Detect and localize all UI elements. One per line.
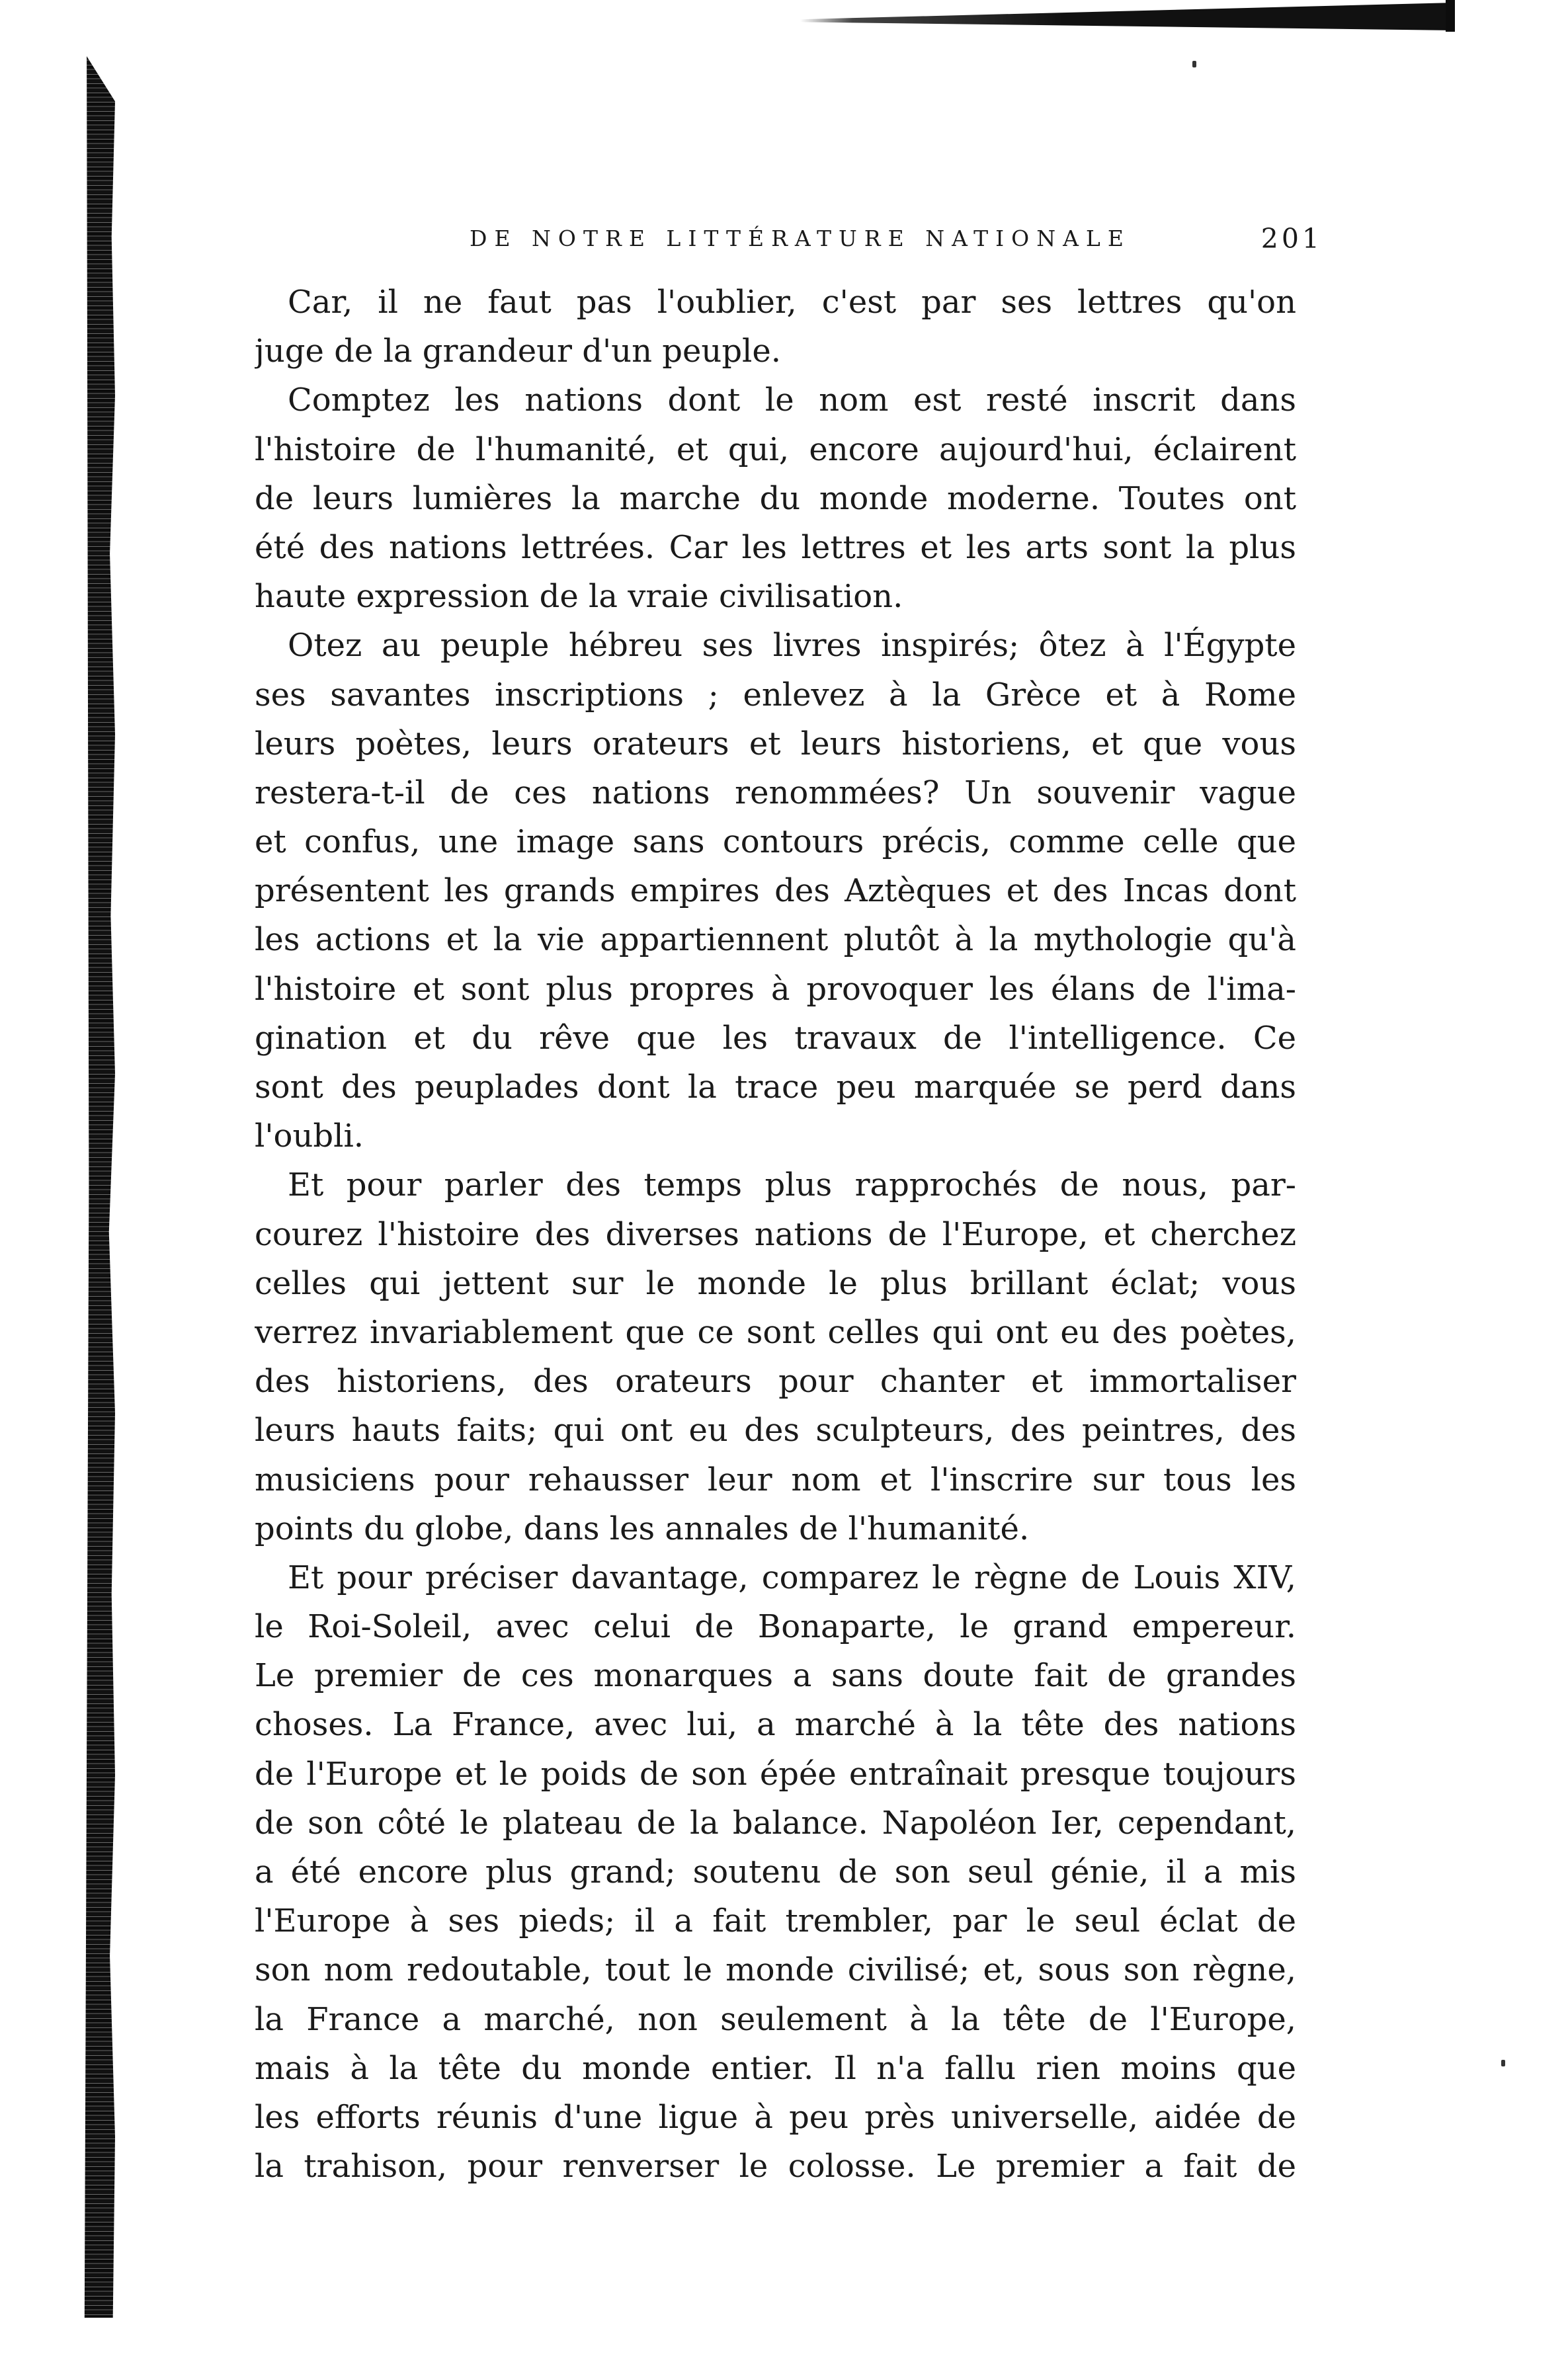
- text-line: musiciens pour rehausser leur nom et l'inscrire sur tous les: [255, 1461, 1296, 1498]
- text-line: a été encore plus grand; soutenu de son seul génie, il a mis: [255, 1854, 1296, 1891]
- text-line: leurs hauts faits; qui ont eu des sculpteurs, des peintres, des: [255, 1412, 1296, 1449]
- text-line: haute expression de la vraie civilisation.: [255, 578, 903, 616]
- text-line: de son côté le plateau de la balance. Napoléon Ier, cependant,: [255, 1804, 1296, 1842]
- text-line: courez l'histoire des diverses nations de l'Europe, et cherchez: [255, 1215, 1296, 1253]
- text-line: de l'Europe et le poids de son épée entraînait presque toujours: [255, 1755, 1296, 1793]
- text-line: gination et du rêve que les travaux de l'intelligence. Ce: [255, 1019, 1296, 1057]
- text-line: Et pour préciser davantage, comparez le règne de Louis XIV,: [288, 1559, 1296, 1596]
- text-line: l'histoire de l'humanité, et qui, encore aujourd'hui, éclairent: [255, 430, 1296, 468]
- text-line: la France a marché, non seulement à la tête de l'Europe,: [255, 2000, 1296, 2038]
- text-line: Comptez les nations dont le nom est resté inscrit dans: [288, 382, 1296, 419]
- scan-speck: [1192, 61, 1196, 67]
- text-line: l'Europe à ses pieds; il a fait trembler, par le seul éclat de: [255, 1902, 1296, 1940]
- text-line: l'oubli.: [255, 1118, 364, 1155]
- top-scan-rule-end: [1446, 0, 1455, 32]
- text-line: présentent les grands empires des Aztèques et des Incas dont: [255, 872, 1296, 910]
- text-line: la trahison, pour renverser le colosse. Le premier a fait de: [255, 2148, 1296, 2185]
- text-line: Et pour parler des temps plus rapprochés de nous, par-: [288, 1166, 1296, 1204]
- text-line: mais à la tête du monde entier. Il n'a fallu rien moins que: [255, 2049, 1296, 2087]
- text-line: sont des peuplades dont la trace peu marquée se perd dans: [255, 1069, 1296, 1106]
- text-line: été des nations lettrées. Car les lettres et les arts sont la plus: [255, 528, 1296, 566]
- text-line: points du globe, dans les annales de l'humanité.: [255, 1510, 1030, 1547]
- page-number: 201: [1260, 223, 1323, 255]
- text-line: le Roi-Soleil, avec celui de Bonaparte, le grand empereur.: [255, 1608, 1296, 1646]
- text-line: Otez au peuple hébreu ses livres inspirés; ôtez à l'Égypte: [288, 627, 1296, 665]
- text-line: leurs poètes, leurs orateurs et leurs historiens, et que vous: [255, 725, 1296, 762]
- text-line: des historiens, des orateurs pour chanter et immortaliser: [255, 1363, 1296, 1401]
- top-scan-rule: [800, 3, 1455, 30]
- book-binding-edge: [71, 56, 115, 2318]
- text-line: Le premier de ces monarques a sans doute fait de grandes: [255, 1657, 1296, 1695]
- text-line: verrez invariablement que ce sont celles qui ont eu des poètes,: [255, 1313, 1296, 1351]
- text-line: Car, il ne faut pas l'oublier, c'est par ses lettres qu'on: [288, 284, 1296, 321]
- text-line: son nom redoutable, tout le monde civilisé; et, sous son règne,: [255, 1951, 1296, 1989]
- text-line: les actions et la vie appartiennent plutôt à la mythologie qu'à: [255, 921, 1296, 959]
- text-line: juge de la grandeur d'un peuple.: [255, 333, 782, 370]
- text-line: celles qui jettent sur le monde le plus brillant éclat; vous: [255, 1264, 1296, 1302]
- text-line: ses savantes inscriptions ; enlevez à la Grèce et à Rome: [255, 676, 1296, 713]
- text-line: les efforts réunis d'une ligue à peu près universelle, aidée de: [255, 2098, 1296, 2136]
- page-header: [470, 220, 1323, 257]
- scan-speck: [1501, 2060, 1505, 2066]
- text-line: et confus, une image sans contours précis, comme celle que: [255, 823, 1296, 861]
- running-title: DE NOTRE LITTÉRATURE NATIONALE: [470, 225, 1131, 251]
- text-line: choses. La France, avec lui, a marché à la tête des nations: [255, 1706, 1296, 1744]
- body-text: [255, 278, 1296, 2191]
- text-line: restera-t-il de ces nations renommées? Un souvenir vague: [255, 774, 1296, 811]
- text-line: l'histoire et sont plus propres à provoquer les élans de l'ima-: [255, 970, 1296, 1008]
- text-line: de leurs lumières la marche du monde moderne. Toutes ont: [255, 479, 1296, 517]
